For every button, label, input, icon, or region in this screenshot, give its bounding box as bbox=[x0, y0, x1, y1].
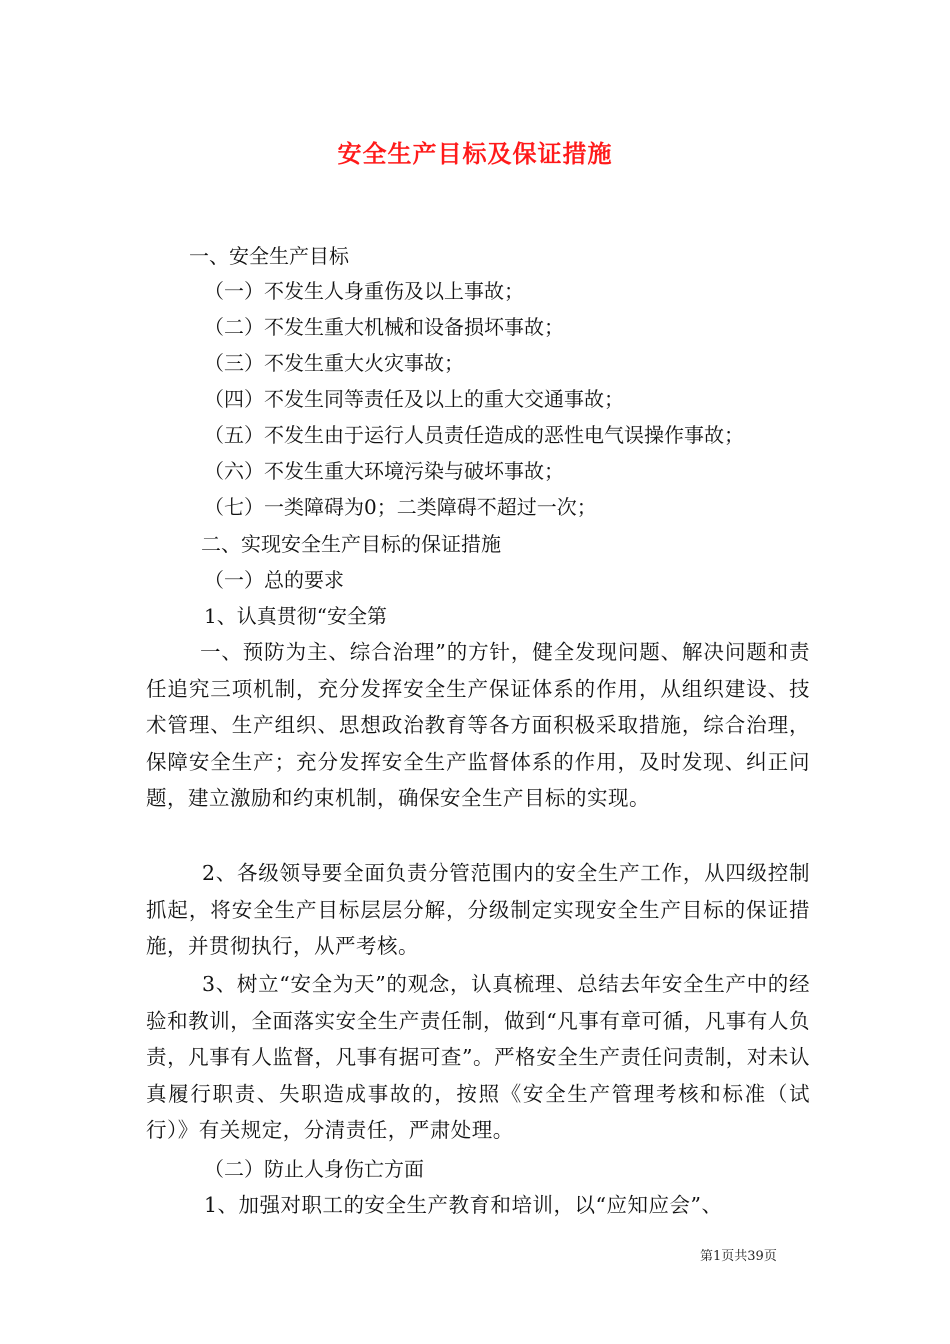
goal-item: （四）不发生同等责任及以上的重大交通事故； bbox=[204, 387, 624, 411]
goal-item: （五）不发生由于运行人员责任造成的恶性电气误操作事故； bbox=[204, 423, 744, 447]
section-2-heading: 二、实现安全生产目标的保证措施 bbox=[201, 532, 501, 556]
paragraph-item-2: 2、各级领导要全面负责分管范围内的安全生产工作，从四级控制抓起，将安全生产目标层层分解，分级制定实现安全生产目标的保证措施，并贯彻执行，从严考核。 bbox=[146, 861, 810, 958]
subsection-heading: （一）总的要求 bbox=[204, 568, 344, 592]
goal-item: （三）不发生重大火灾事故； bbox=[204, 351, 464, 375]
paragraph-item-1-start: 1、认真贯彻“安全第 bbox=[204, 604, 387, 628]
goal-item: （七）一类障碍为0；二类障碍不超过一次； bbox=[204, 495, 597, 519]
goal-item: （二）不发生重大机械和设备损坏事故； bbox=[204, 315, 564, 339]
goal-item: （一）不发生人身重伤及以上事故； bbox=[204, 279, 524, 303]
paragraph-item-3: 3、树立“安全为天”的观念，认真梳理、总结去年安全生产中的经验和教训，全面落实安全生产责任制，做到“凡事有章可循，凡事有人负责，凡事有人监督，凡事有据可查”。严格安全生产责任问责制，对未认真履行职责、失职造成事故的，按照《安全生产管理考核和标准（试行）》有关规定，分清责任，严肃处理。 bbox=[146, 972, 810, 1142]
page-title: 安全生产目标及保证措施 bbox=[337, 139, 613, 168]
page-footer: 第1页共39页 bbox=[700, 1249, 777, 1264]
goal-item: （六）不发生重大环境污染与破坏事故； bbox=[204, 459, 564, 483]
section-1-heading: 一、安全生产目标 bbox=[189, 244, 349, 268]
subsection-heading: （二）防止人身伤亡方面 bbox=[204, 1157, 424, 1181]
paragraph-item-1: 一、预防为主、综合治理”的方针，健全发现问题、解决问题和责任追究三项机制，充分发挥安全生产保证体系的作用，从组织建设、技术管理、生产组织、思想政治教育等各方面积极采取措施，综合治理，保障安全生产；充分发挥安全生产监督体系的作用，及时发现、纠正问题，建立激励和约束机制，确保安全生产目标的实现。 bbox=[146, 640, 810, 810]
paragraph-line: 1、加强对职工的安全生产教育和培训，以“应知应会”、 bbox=[204, 1193, 723, 1217]
